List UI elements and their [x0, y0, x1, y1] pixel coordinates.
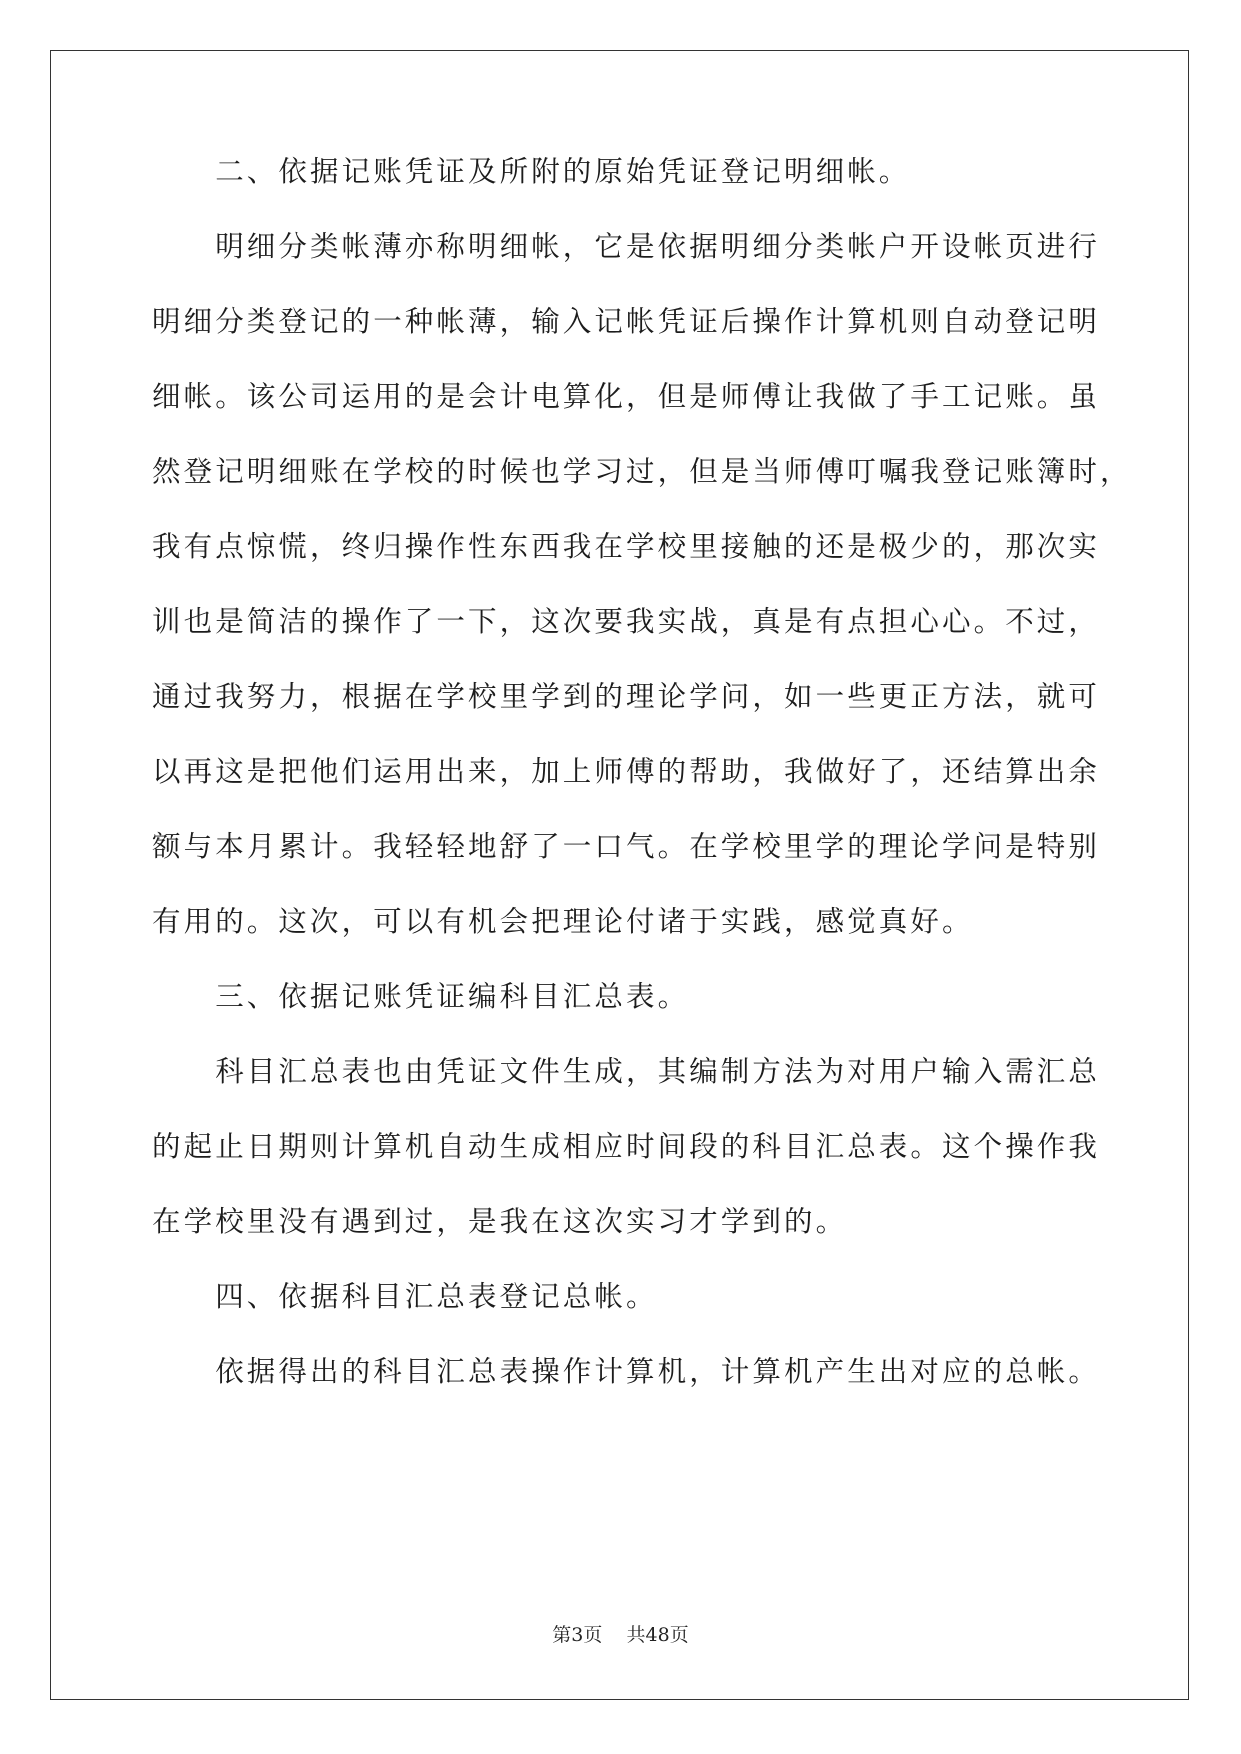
- body-line: 三、依据记账凭证编科目汇总表。: [152, 980, 690, 1013]
- body-line: 明细分类登记的一种帐薄，输入记帐凭证后操作计算机则自动登记明: [152, 305, 1101, 338]
- body-line: 科目汇总表也由凭证文件生成，其编制方法为对用户输入需汇总: [152, 1055, 1101, 1088]
- body-line: 有用的。这次，可以有机会把理论付诸于实践，感觉真好。: [152, 905, 974, 938]
- body-line: 以再这是把他们运用出来，加上师傅的帮助，我做好了，还结算出余: [152, 755, 1101, 788]
- body-line: 四、依据科目汇总表登记总帐。: [152, 1280, 658, 1313]
- body-line: 明细分类帐薄亦称明细帐，它是依据明细分类帐户开设帐页进行: [152, 230, 1101, 263]
- body-line: 依据得出的科目汇总表操作计算机，计算机产生出对应的总帐。: [152, 1355, 1101, 1388]
- page-total: 共48页: [626, 1624, 689, 1646]
- body-line: 细帐。该公司运用的是会计电算化，但是师傅让我做了手工记账。虽: [152, 380, 1101, 413]
- body-line: 我有点惊慌，终归操作性东西我在学校里接触的还是极少的，那次实: [152, 530, 1101, 563]
- body-line: 然登记明细账在学校的时候也学习过，但是当师傅叮嘱我登记账簿时，: [152, 455, 1132, 488]
- body-line: 训也是简洁的操作了一下，这次要我实战，真是有点担心心。不过，: [152, 605, 1101, 638]
- body-line: 通过我努力，根据在学校里学到的理论学问，如一些更正方法，就可: [152, 680, 1101, 713]
- body-line: 的起止日期则计算机自动生成相应时间段的科目汇总表。这个操作我: [152, 1130, 1101, 1163]
- page-footer: [0, 1623, 1241, 1647]
- page-number: 第3页: [552, 1624, 603, 1646]
- body-line: 额与本月累计。我轻轻地舒了一口气。在学校里学的理论学问是特别: [152, 830, 1101, 863]
- body-line: 二、依据记账凭证及所附的原始凭证登记明细帐。: [152, 155, 911, 188]
- page-border: [50, 50, 1189, 1700]
- body-line: 在学校里没有遇到过，是我在这次实习才学到的。: [152, 1205, 848, 1238]
